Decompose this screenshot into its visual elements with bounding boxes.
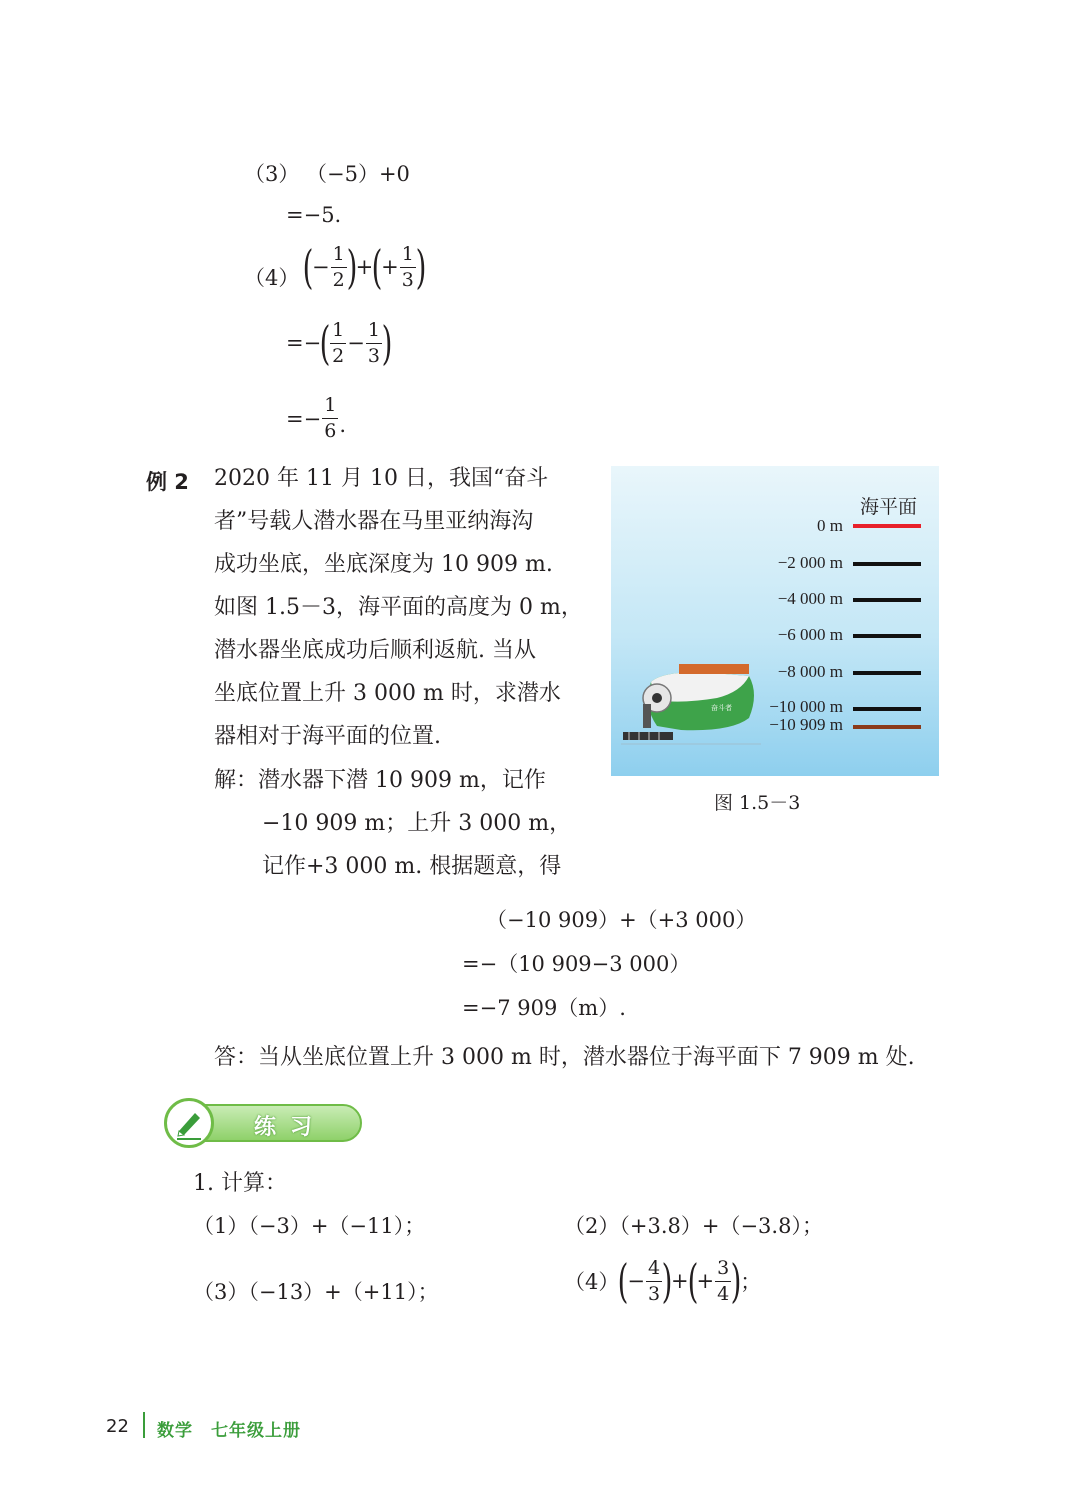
submarine-illustration [621,658,761,758]
level-label: −10 909 m [769,715,843,734]
example-text [214,457,583,758]
paren-right: ) [415,240,427,294]
solution-line: −10 909 m；上升 3 000 m， [262,811,572,836]
level-label: −4 000 m [777,589,843,608]
paren-left: ( [371,240,383,294]
submarine-label: 奋斗者 [711,704,732,712]
fraction: $\frac{1}{2}$ [332,318,345,367]
sled-frame [623,732,673,740]
practice-q1: 1. 计算： [193,1171,287,1196]
book-title: 数学 七年级上册 [157,1421,301,1441]
example-label: 例 2 [146,470,189,494]
depth-bar [853,671,921,675]
calc-line-1: （−10 909）+（+3 000） [486,908,757,932]
fraction: $\frac{1}{3}$ [401,242,414,291]
example-line: 成功坐底，坐底深度为 10 909 m. [214,552,553,577]
calc-line-3: =−7 909（m）. [462,996,626,1020]
banner-badge [164,1098,214,1148]
practice-item: （2）（+3.8）+（−3.8）； [564,1214,823,1238]
level-label: −2 000 m [777,553,843,572]
fraction: $\frac{1}{3}$ [367,318,380,367]
solution-4-expr: ( − $\frac{1}{2}$ ) + ( + $\frac{1}{3}$ ) [302,240,427,294]
depth-bar [853,634,921,638]
paren-right: ) [661,1254,673,1308]
paren-left: ( [302,240,314,294]
footer-divider [143,1412,145,1438]
practice-item-4: （4） ( − $\frac{4}{3}$ ) + ( + $\frac{3}{4}$ ) ； [564,1254,762,1308]
sea-level-bar [853,524,921,528]
answer: 答：当从坐底位置上升 3 000 m 时，潜水器位于海平面下 7 909 m 处. [214,1045,915,1070]
solution-4-step3: = − $\frac{1}{6}$ . [286,394,346,442]
fraction: $\frac{1}{2}$ [332,242,345,291]
solution-line: 解：潜水器下潜 10 909 m，记作 [214,768,546,793]
paren-left: ( [687,1254,698,1308]
solution-4-step2: = − ( $\frac{1}{2}$ − $\frac{1}{3}$ ) [286,316,393,370]
paren-right: ) [381,316,393,370]
solution-3-expr: （−5）+0 [306,162,410,186]
solution-3-label: （3） [244,162,300,186]
manipulator-arm [643,704,651,728]
solution-4-label: （4） [244,266,300,290]
fraction: $\frac{4}{3}$ [647,1256,661,1305]
depth-figure [611,466,939,776]
example-line: 如图 1.5－3，海平面的高度为 0 m， [214,595,583,620]
level-label: −6 000 m [777,625,843,644]
pencil-icon [167,1101,211,1145]
paren-left: ( [617,1254,629,1308]
level-label: 0 m [817,516,843,535]
solution-3-result: =−5. [286,203,342,227]
example-line: 潜水器坐底成功后顺利返航. 当从 [214,638,536,663]
paren-right: ) [730,1254,742,1308]
example-line: 器相对于海平面的位置. [214,724,441,749]
level-label: −8 000 m [777,662,843,681]
figure-caption: 图 1.5－3 [714,792,801,814]
top-deck [679,664,749,674]
practice-item: （3）（−13）+（+11）； [193,1280,439,1304]
depth-bar [853,562,921,566]
paren-right: ) [346,240,358,294]
page-number: 22 [106,1416,129,1437]
practice-banner [146,1102,364,1144]
fraction: $\frac{1}{6}$ [324,394,337,442]
practice-item: （1）（−3）+（−11）； [193,1214,426,1238]
depth-bar [853,598,921,602]
calc-line-2: =−（10 909−3 000） [462,952,691,976]
solution-line: 记作+3 000 m. 根据题意，得 [262,854,562,879]
practice-title: 练习 [254,1115,327,1140]
fraction: $\frac{3}{4}$ [717,1256,730,1305]
level-label: −10 000 m [769,697,843,716]
depth-bar [853,707,921,711]
example-line: 者”号载人潜水器在马里亚纳海沟 [214,509,534,534]
seabed-bar [853,725,921,729]
solution-text [214,759,571,888]
example-line: 坐底位置上升 3 000 m 时，求潜水 [214,681,561,706]
example-line: 2020 年 11 月 10 日，我国“奋斗 [214,466,549,491]
paren-left: ( [319,316,331,370]
figure-title: 海平面 [859,496,917,518]
